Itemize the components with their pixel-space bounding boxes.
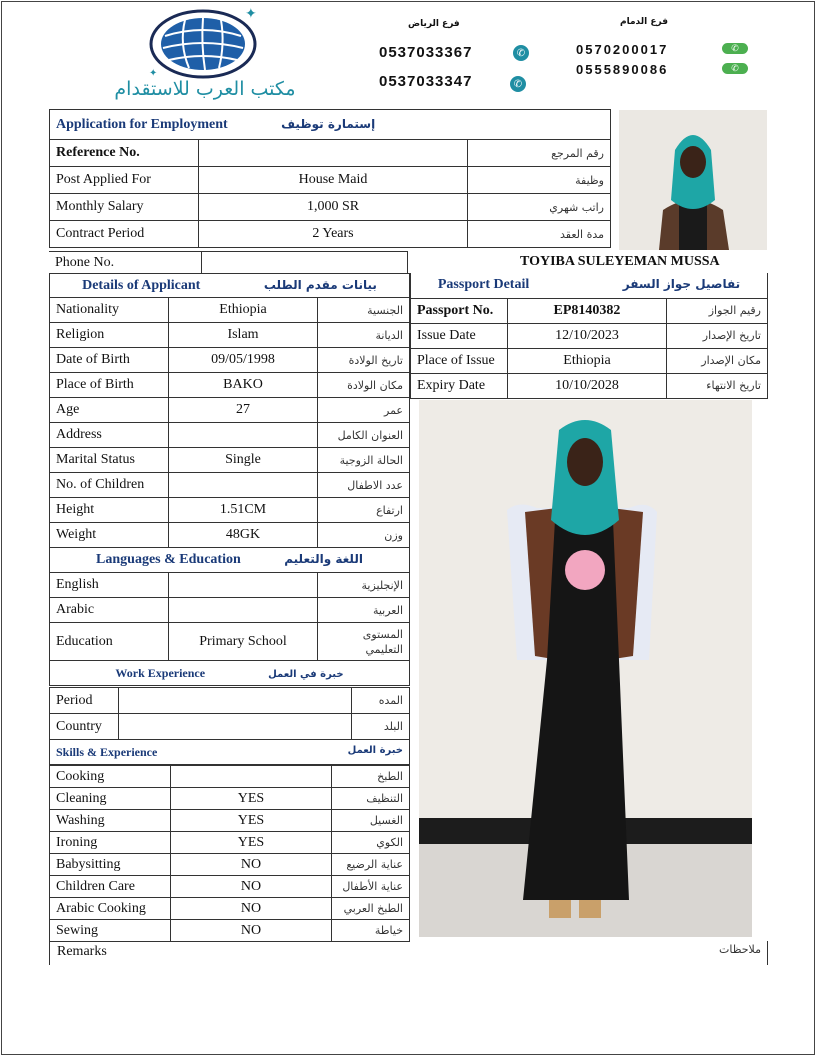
skills-section-title: Skills & Experience خبرة العمل (50, 740, 410, 765)
children-care-value: NO (171, 876, 332, 898)
riyadh-branch-label: فرع الرياض (408, 19, 460, 29)
passport-no-label-ar: رقيم الجواز (667, 298, 768, 323)
education-label: Education (50, 623, 169, 661)
issue-date-label: Issue Date (411, 323, 508, 348)
applicant-photo-small (619, 110, 767, 250)
nationality-label-ar: الجنسية (318, 298, 410, 323)
issue-date-label-ar: تاريخ الإصدار (667, 323, 768, 348)
place-of-issue-value: Ethiopia (508, 348, 667, 373)
applicant-photo-full (419, 400, 752, 937)
languages-section-title: Languages & Education اللغة والتعليم (50, 548, 410, 573)
marital-label-ar: الحالة الزوجية (318, 448, 410, 473)
education-value: Primary School (169, 623, 318, 661)
expiry-date-label-ar: تاريخ الانتهاء (667, 373, 768, 398)
company-logo (70, 6, 340, 101)
cleaning-label-ar: التنظيف (332, 788, 410, 810)
nationality-label: Nationality (50, 298, 169, 323)
svg-text:✦: ✦ (245, 7, 257, 22)
issue-date-value: 12/10/2023 (508, 323, 667, 348)
sewing-label-ar: خياطة (332, 920, 410, 942)
height-label: Height (50, 498, 169, 523)
address-label: Address (50, 423, 169, 448)
height-label-ar: ارتفاع (318, 498, 410, 523)
passport-no-value: EP8140382 (508, 298, 667, 323)
company-name: مكتب العرب للاستقدام (114, 78, 296, 100)
passport-no-label: Passport No. (411, 298, 508, 323)
whatsapp-icon: ✆ (513, 45, 529, 61)
contract-value: 2 Years (199, 221, 468, 248)
post-label-ar: وظيفة (468, 167, 611, 194)
country-label-ar: البلد (352, 714, 410, 740)
height-value: 1.51CM (169, 498, 318, 523)
pob-label: Place of Birth (50, 373, 169, 398)
weight-label-ar: وزن (318, 523, 410, 548)
cleaning-value: YES (171, 788, 332, 810)
religion-label: Religion (50, 323, 169, 348)
address-value (169, 423, 318, 448)
post-value: House Maid (199, 167, 468, 194)
remarks-label: Remarks (57, 944, 107, 959)
babysitting-label: Babysitting (50, 854, 171, 876)
religion-value: Islam (169, 323, 318, 348)
dammam-phone-2: 0555890086 (576, 62, 669, 77)
arabic-cooking-label: Arabic Cooking (50, 898, 171, 920)
skills-table (49, 765, 410, 942)
expiry-date-label: Expiry Date (411, 373, 508, 398)
post-label: Post Applied For (50, 167, 199, 194)
period-label: Period (50, 688, 119, 714)
ironing-label-ar: الكوي (332, 832, 410, 854)
application-title: Application for Employment إستمارة توظيف (50, 110, 611, 140)
babysitting-label-ar: عناية الرضيع (332, 854, 410, 876)
dammam-branch-label: فرع الدمام (620, 17, 668, 27)
work-table (49, 687, 410, 765)
dob-value: 09/05/1998 (169, 348, 318, 373)
english-label: English (50, 573, 169, 598)
arabic-cooking-value: NO (171, 898, 332, 920)
period-label-ar: المده (352, 688, 410, 714)
passport-section-title: Passport Detail تفاصيل جواز السفر (411, 273, 768, 298)
ironing-label: Ironing (50, 832, 171, 854)
education-label-ar: المستوى التعليمي (318, 623, 410, 661)
place-of-issue-label-ar: مكان الإصدار (667, 348, 768, 373)
washing-label: Washing (50, 810, 171, 832)
svg-text:✦: ✦ (149, 68, 158, 79)
weight-label: Weight (50, 523, 169, 548)
application-table (49, 109, 611, 248)
globe-icon (145, 6, 265, 81)
expiry-date-value: 10/10/2028 (508, 373, 667, 398)
cooking-label-ar: الطبخ (332, 766, 410, 788)
country-label: Country (50, 714, 119, 740)
work-section-title: Work Experience خبرة في العمل (50, 661, 410, 686)
phone-icon: ✆ (722, 43, 748, 54)
children-value (169, 473, 318, 498)
age-label-ar: عمر (318, 398, 410, 423)
place-of-issue-label: Place of Issue (411, 348, 508, 373)
reference-value (199, 140, 468, 167)
applicant-name: TOYIBA SULEYEMAN MUSSA (520, 254, 720, 269)
washing-value: YES (171, 810, 332, 832)
age-label: Age (50, 398, 169, 423)
remarks-row (49, 941, 768, 965)
contract-label-ar: مدة العقد (468, 221, 611, 248)
riyadh-phone-2: 0537033347 (379, 73, 473, 90)
arabic-value (169, 598, 318, 623)
phone-icon: ✆ (722, 63, 748, 74)
pob-label-ar: مكان الولادة (318, 373, 410, 398)
english-label-ar: الإنجليزية (318, 573, 410, 598)
reference-label: Reference No. (50, 140, 199, 167)
country-value (119, 714, 352, 740)
applicant-table (49, 273, 410, 686)
age-value: 27 (169, 398, 318, 423)
reference-label-ar: رقم المرجع (468, 140, 611, 167)
phone-row (49, 251, 408, 274)
remarks-label-ar: ملاحظات (719, 943, 761, 956)
arabic-label: Arabic (50, 598, 169, 623)
sewing-value: NO (171, 920, 332, 942)
period-value (119, 688, 352, 714)
address-label-ar: العنوان الكامل (318, 423, 410, 448)
nationality-value: Ethiopia (169, 298, 318, 323)
cooking-value (171, 766, 332, 788)
arabic-label-ar: العربية (318, 598, 410, 623)
washing-label-ar: الغسيل (332, 810, 410, 832)
english-value (169, 573, 318, 598)
applicant-section-title: Details of Applicant بيانات مقدم الطلب (50, 274, 410, 298)
dammam-phone-1: 0570200017 (576, 42, 669, 57)
dob-label: Date of Birth (50, 348, 169, 373)
religion-label-ar: الديانة (318, 323, 410, 348)
phone-label: Phone No. (49, 252, 202, 274)
arabic-cooking-label-ar: الطبخ العربي (332, 898, 410, 920)
cleaning-label: Cleaning (50, 788, 171, 810)
phone-value (202, 252, 408, 274)
marital-label: Marital Status (50, 448, 169, 473)
children-care-label: Children Care (50, 876, 171, 898)
dob-label-ar: تاريخ الولادة (318, 348, 410, 373)
children-care-label-ar: عناية الأطفال (332, 876, 410, 898)
children-label-ar: عدد الاطفال (318, 473, 410, 498)
contract-label: Contract Period (50, 221, 199, 248)
passport-table (410, 273, 768, 399)
salary-value: 1,000 SR (199, 194, 468, 221)
salary-label-ar: راتب شهري (468, 194, 611, 221)
marital-value: Single (169, 448, 318, 473)
children-label: No. of Children (50, 473, 169, 498)
weight-value: 48GK (169, 523, 318, 548)
riyadh-phone-1: 0537033367 (379, 44, 473, 61)
pob-value: BAKO (169, 373, 318, 398)
babysitting-value: NO (171, 854, 332, 876)
whatsapp-icon: ✆ (510, 76, 526, 92)
ironing-value: YES (171, 832, 332, 854)
sewing-label: Sewing (50, 920, 171, 942)
salary-label: Monthly Salary (50, 194, 199, 221)
cooking-label: Cooking (50, 766, 171, 788)
